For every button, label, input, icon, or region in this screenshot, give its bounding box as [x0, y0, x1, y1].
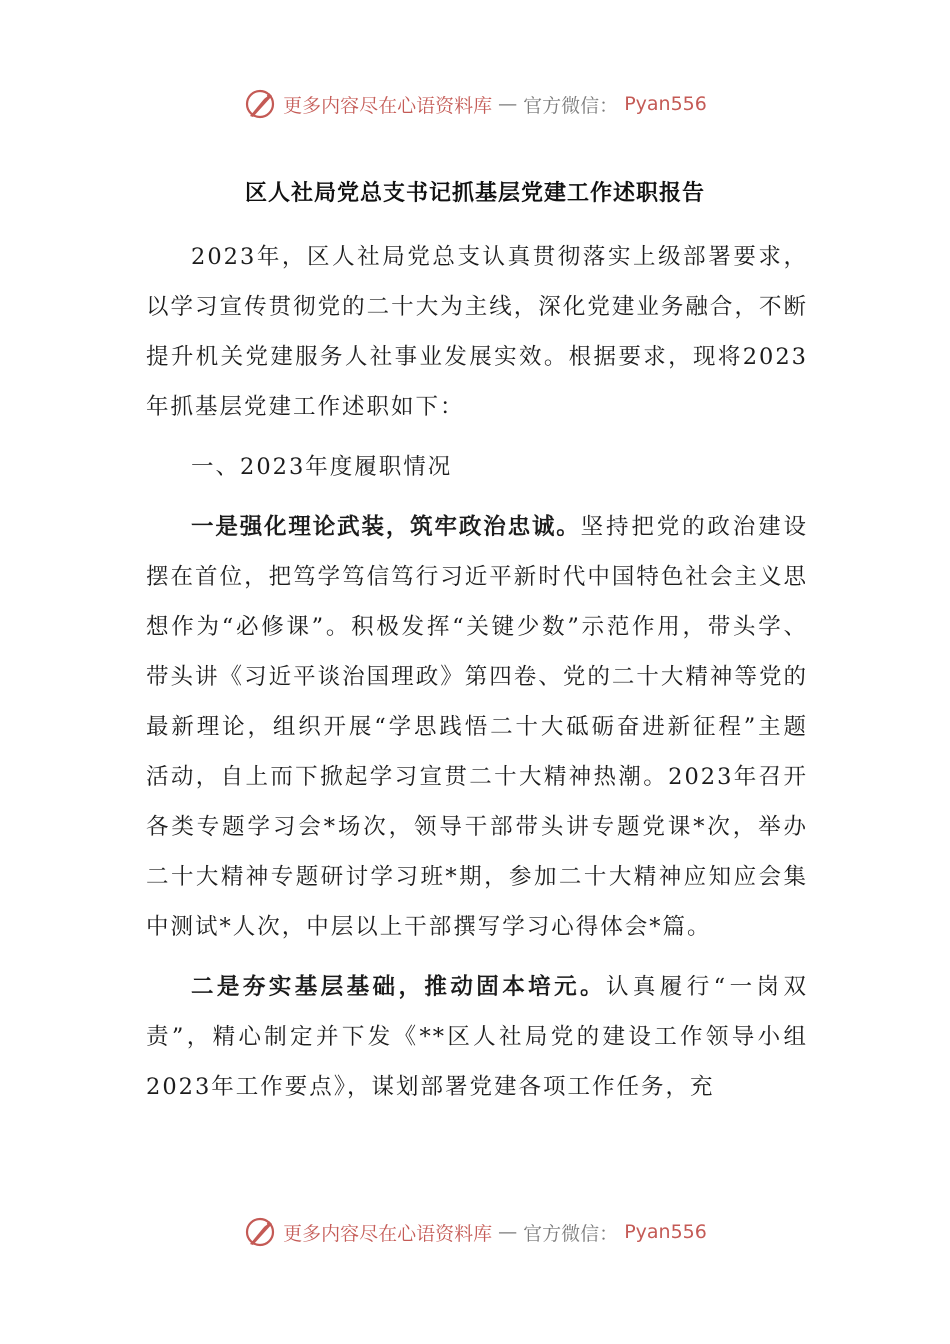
watermark-wechat-id: Pyan556: [624, 1221, 707, 1243]
watermark-wechat-label: 官方微信：: [523, 94, 619, 117]
paragraph-1-lead: 一是强化理论武装，筑牢政治忠诚。: [191, 514, 581, 540]
watermark-separator: —: [498, 93, 518, 115]
paragraph-2-body: 认真履行“一岗双责”，精心制定并下发《**区人社局党的建设工作领导小组2023年工作要点》，谋划部署党建各项工作任务，充: [146, 974, 808, 1100]
watermark-header: [0, 84, 950, 124]
paragraph-1: [146, 502, 808, 952]
document-title: 区人社局党总支书记抓基层党建工作述职报告: [244, 180, 705, 206]
watermark-wechat-label: 官方微信：: [523, 1222, 619, 1245]
watermark-footer: [0, 1212, 950, 1252]
intro-paragraph: 2023年，区人社局党总支认真贯彻落实上级部署要求，以学习宣传贯彻党的二十大为主线，深化党建业务融合，不断提升机关党建服务人社事业发展实效。根据要求，现将2023年抓基层党建工作述职如下：: [146, 244, 808, 420]
watermark-site-name: 更多内容尽在心语资料库: [283, 1222, 493, 1245]
quill-pen-circle-icon: [243, 1215, 277, 1249]
paragraph-2-lead: 二是夯实基层基础，推动固本培元。: [191, 974, 606, 1000]
section-heading: 一、2023年度履职情况: [191, 454, 453, 480]
watermark-site-name: 更多内容尽在心语资料库: [283, 94, 493, 117]
watermark-wechat-id: Pyan556: [624, 93, 707, 115]
document-body: [146, 232, 808, 1122]
paragraph-2: [146, 962, 808, 1112]
paragraph-1-body: 坚持把党的政治建设摆在首位，把笃学笃信笃行习近平新时代中国特色社会主义思想作为“必修课”。积极发挥“关键少数”示范作用，带头学、带头讲《习近平谈治国理政》第四卷、党的二十大精神等党的最新理论，组织开展“学思践悟二十大砥砺奋进新征程”主题活动，自上而下掀起学习宣贯二十大精神热潮。2023年召开各类专题学习会*场次，领导干部带头讲专题党课*次，举办二十大精神专题研讨学习班*期，参加二十大精神应知应会集中测试*人次，中层以上干部撰写学习心得体会*篇。: [146, 514, 808, 940]
watermark-separator: —: [498, 1221, 518, 1243]
quill-pen-circle-icon: [243, 87, 277, 121]
